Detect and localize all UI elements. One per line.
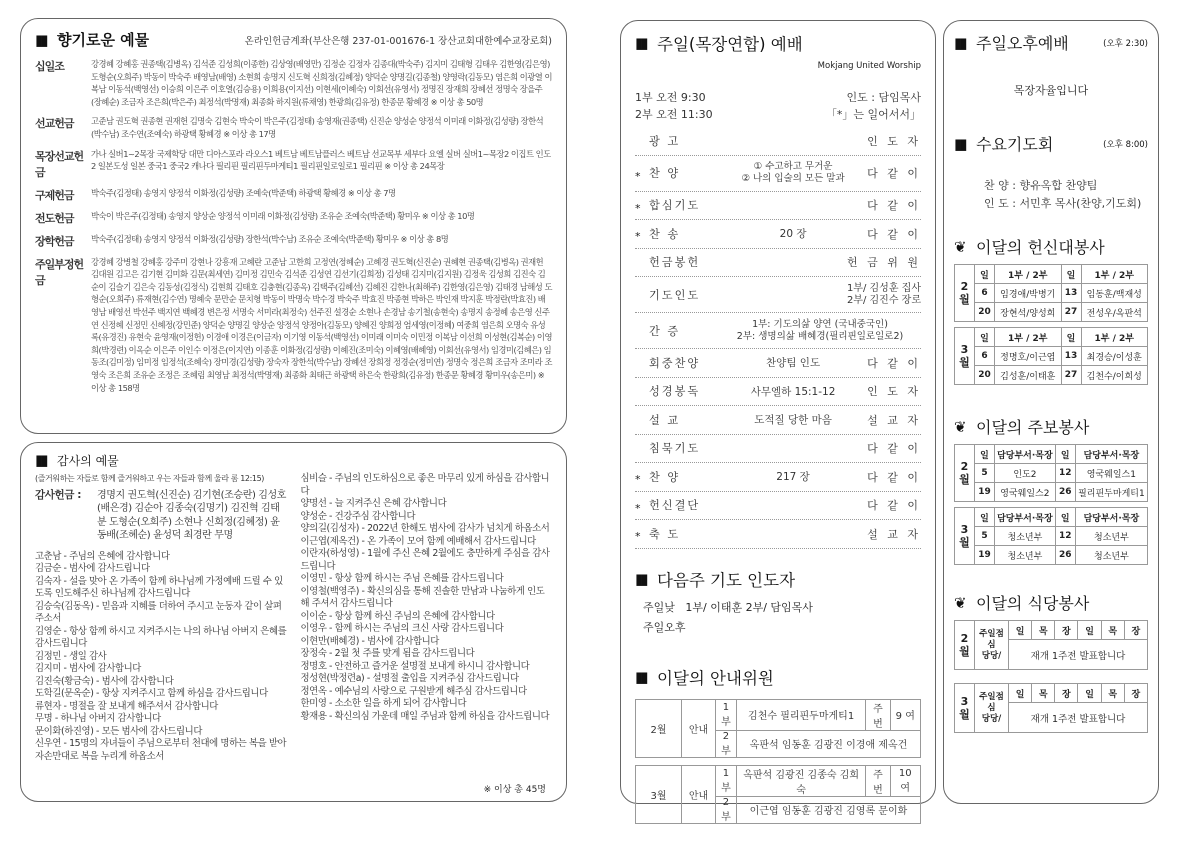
order-star: * (635, 201, 641, 215)
bulletin-heading (954, 415, 1148, 438)
order-star: * (635, 169, 641, 183)
schedule-row (955, 527, 1148, 546)
thanks-item: 김정민 - 생일 감사 (35, 650, 107, 662)
order-row (635, 277, 921, 313)
schedule-header: 1부 / 2부 (995, 328, 1062, 347)
offering-label: 선교헌금 (35, 117, 74, 131)
order-row (635, 520, 921, 549)
order-leader: 헌 금 위 원 (847, 256, 921, 270)
thanks-item: 신우연 - 15명의 자녀들이 주님으로부터 천대에 명하는 복을 받아 자손만대로 복을 누리게 하옵소서 (35, 738, 287, 762)
offering-group (35, 233, 552, 249)
order-name: 설 교 (649, 413, 681, 427)
order-leader: 설 교 자 (867, 413, 921, 427)
schedule-header: 일 (1061, 265, 1081, 284)
order-content: 217 장 (776, 471, 810, 484)
bank-account: 온라인헌금계좌(부산은행 237-01-001676-1 장산교회대한예수교장로회) (244, 35, 552, 47)
guide-week-label: 주번 (866, 699, 890, 730)
thanks-item: 김승숙(김동옥) - 믿음과 지혜를 더하여 주시고 눈동자 같이 살펴주소서 (35, 600, 282, 624)
offering-label: 장학헌금 (35, 234, 74, 248)
schedule-cell: 장현석/양성희 (995, 303, 1062, 322)
schedule-month: 3 월 (955, 508, 975, 565)
guide-part: 2부 (716, 730, 737, 757)
order-row (635, 127, 921, 156)
leaf-icon: ❦ (954, 593, 967, 612)
order-row (635, 192, 921, 221)
offering-group (35, 115, 552, 140)
schedule-cell: 청소년부 (995, 527, 1056, 546)
order-leader: 다 같 이 (867, 442, 921, 456)
offering-names: 강경혜 강병철 강혜홍 강주미 강현나 강흥재 고혜란 고준남 고한희 고정연(정혜순) 고혜경 권도혁(신진순) 권혜현 권종택(김병옥) 권재헌 김대원 김고은 김기현 김미화 김문(최세연) 김미정 김민숙 김석준 김성연 김선기(김희정) 김성태 김지미(김지원) 김정욱 김성희 김진숙 김순이 김슬기 김은숙 김동성(김정식) 김현희 김태호 김충현(김종옥) 김택주(김혜선) 김혜진 김한나(최해주) 김한영(김은영) 김태경 남해성 도형순(오희주) 류재현(김수연) 명혜숙 문만순 문치형 박동이 박명숙 박수경 박숙주 박효진 박종현 박하은 박인재 박지훈 박정란(박효진) 배영남 배영선 박선주 백지연 백혜경 변은정 서명숙 서미라(최정숙) 선주진 설경순 소현나 손경남 송기철(송현숙) 송명지 송정혜 송은영 신주연 신정혜 신정민 신혜정(강민준) 양덕순 양명길 양상순 양정석 양정아(김동모) 양혜진 양희정 엄세영(이정혜) 여중희 염은희 오명숙 유성록(유경진) 유현숙 윤영재(이정헌) 이경애 이경은(이금자) 이기영 이동석(백영선) 이미래 이미숙 이민정 이복남 이선희 이성현(김복순) 이영희(박경련) 이옥순 이은주 이인수 이정은(이지연) 이종훈 이화정(김성량) 이혜진(조미숙) 이혜영(배혜영) 이회선(유영서) 임경미(김혜은) 임동조(김미정) 임미정 임정석(조혜숙) 장미경(김성량) 장숙자 장한석(박수남) 장혜선 장희정 정경순(정미연) 정명숙 정은희 조금자 조미라 조영숙 조은희 조유순 조정은 조혜림 최영남 최정석(박명재) 최종화 최태근 하광택 하은숙 한광희(김유정) 한종문 황혜경 황미우(송은미) ※ 이상 총 158명 (91, 256, 552, 393)
schedule-cell: 6 (975, 284, 995, 303)
thanks-item: 양성순 - 건강주심 감사합니다 (300, 510, 416, 522)
order-name: 회중찬양 (649, 356, 701, 370)
worship-box (620, 20, 936, 823)
order-content: 사무엘하 15:1-12 (750, 385, 836, 398)
right-box (943, 20, 1159, 804)
cafe-month: 3 월 (955, 684, 975, 733)
thanks-title: 감사의 예물 (57, 453, 119, 468)
schedule-cell: 영국웨일스2 (995, 483, 1056, 502)
order-row (635, 463, 921, 492)
leader-line: 인도 : 담임목사 (846, 91, 921, 104)
schedule-header-row (955, 445, 1148, 464)
schedule-header-row (955, 328, 1148, 347)
thanks-verse: (즐거워하는 자들로 함께 즐거워하고 우는 자들과 함께 울라 롬 12:15) (35, 474, 264, 483)
thanks-item: 정명호 - 안전하고 즐거운 설명절 보내게 하시니 감사합니다 (300, 660, 530, 672)
thanks-total: ※ 이상 총 45명 (483, 785, 546, 795)
thanks-item: 이영우 - 함께 하시는 주님의 크신 사랑 감사드립니다 (300, 623, 504, 634)
service-time-2: 2부 오전 11:30 (635, 108, 713, 121)
next-prayer-title: 다음주 기도 인도자 (657, 570, 796, 590)
next-sunday-row (643, 599, 921, 615)
order-star: * (635, 501, 641, 515)
order-content: 찬양팀 인도 (766, 357, 821, 370)
schedule-header: 일 (975, 265, 995, 284)
bars-icon: ▮▮ (954, 134, 965, 153)
schedule-cell: 5 (975, 464, 995, 483)
next-sunday-label: 주일낮 (643, 600, 675, 614)
next-afternoon-label: 주일오후 (643, 620, 686, 634)
schedule-header: 담당부서·목장 (995, 445, 1056, 464)
offering-names: 가나 실버1~2목장 국제학당 대만 디아스포라 라오스1 베트남 베트남플러스 베트남 선교목부 세부다 요엘 실버 실버1~목장2 이집트 인도2 일본도성 일본 중국1 중국2 캐나다 필리핀 필리핀두마게티1 필리핀일로일로1 필리핀 ※ 이상 총 24목장 (91, 148, 551, 172)
schedule-cell: 26 (1055, 546, 1075, 565)
order-leader: 다 같 이 (867, 227, 921, 241)
offering-names: 강경혜 강혜홍 권종택(김병옥) 김석준 김성희(이종한) 김상영(배영만) 김정순 김정자 김종대(박숙주) 김지미 김태형 김태우 김한영(김은영) 도형순(오희주) 박동이 박숙주 배영남(배영) 소현희 송명지 신도혁 신희정(김혜정) 양덕순 양명길(김종철) 양영락(김동모) 염은희 이광열 이복남 이동석(백영선) 이승희 이은주 이호열(김승용) 이희용(이지선) 이현세(이혜숙) 이회선(유영서) 정명진 장재희 장혜선 정명숙 장을주(장혜순) 조금자 조은희(박은주) 최정석(박명재) 최종화 하지원(류채영) 한광희(김유정) 한종문 황혜경 ※ 이상 총 50명 (91, 59, 552, 107)
schedule-row (955, 366, 1148, 385)
schedule-header: 일 (975, 328, 995, 347)
order-leader: 다 같 이 (867, 499, 921, 513)
thanks-item: 한미영 - 소소한 일을 하게 되어 감사합니다 (300, 698, 467, 709)
order-content: 20 장 (779, 228, 807, 241)
schedule-cell: 전성우/옥판석 (1081, 303, 1148, 322)
order-row (635, 406, 921, 435)
offering-group (35, 58, 552, 108)
schedule-cell: 청소년부 (1075, 546, 1147, 565)
cafe-header: 목 (1101, 684, 1124, 703)
cafe-spacer (955, 670, 1148, 684)
thanks-item: 문이화(하진영) - 모든 범사에 감사드립니다 (35, 725, 202, 737)
stand-note: 「*」는 일어서서」 (825, 108, 921, 121)
thanks-item: 양의길(김성자) - 2022년 한해도 범사에 감사가 넘치게 하옵소서 (300, 523, 550, 534)
bars-icon: ▮▮ (635, 34, 646, 52)
guide-row (636, 765, 921, 796)
leaf-icon: ❦ (954, 237, 967, 256)
schedule-cell: 27 (1061, 366, 1081, 385)
thanks-item: 이란자(하성영) - 1월에 주신 은혜 2월에도 충만하게 주심을 감사드립니다 (300, 548, 550, 572)
thanks-heading (35, 451, 552, 469)
cafe-header-row (955, 684, 1148, 703)
schedule-cell: 필리핀두마게티1 (1075, 483, 1147, 502)
order-name: 성경봉독 (649, 385, 701, 399)
schedule-cell: 영국웨일스1 (1075, 464, 1147, 483)
guide-month: 2월 (636, 699, 682, 757)
schedule-row (955, 464, 1148, 483)
thanks-item: 이영철(백영주) - 확신의심을 통해 진솔한 만남과 나눔하게 인도해 주셔서 감사드립니다 (300, 585, 545, 609)
schedule-month: 2 월 (955, 445, 975, 502)
schedule-header: 1부 / 2부 (1081, 328, 1148, 347)
schedule-header: 일 (1055, 445, 1075, 464)
thanks-item: 정연옥 - 예수님의 사랑으로 구원받게 해주심 감사드립니다 (300, 685, 527, 697)
wed-prayer-heading (954, 132, 1148, 155)
schedule-cell: 임동훈/백재성 (1081, 284, 1148, 303)
order-row (635, 313, 921, 349)
order-name: 찬 송 (649, 227, 681, 241)
bars-icon: ▮▮ (954, 33, 965, 52)
guide-names: 이근엽 임동훈 김광진 김영록 문이화 (736, 796, 920, 823)
cafe-label: 주일점심 당당/ (975, 684, 1009, 733)
order-row (635, 249, 921, 278)
offering-groups (35, 58, 552, 394)
offering-names: 박숙주(김정태) 송영지 양정석 이화정(김성량) 장한석(박수남) 조유순 조예숙(박준택) 황미우 ※ 이상 총 8명 (91, 233, 449, 244)
guide-part: 1부 (716, 699, 737, 730)
bars-icon: ▮▮ (35, 451, 46, 469)
wed-praise: 찬 양 : 향유옥합 찬양팀 (984, 179, 1098, 192)
cafe-title: 이달의 식당봉사 (976, 594, 1090, 613)
leaf-icon: ❦ (954, 417, 967, 436)
offering-label: 구제헌금 (35, 188, 74, 202)
schedule-header: 1부 / 2부 (1081, 265, 1148, 284)
schedule-header: 일 (975, 445, 995, 464)
order-row (635, 492, 921, 521)
schedule-header: 일 (975, 508, 995, 527)
thanks-item: 도학길(문옥순) - 항상 지켜주시고 함께 하심을 감사드립니다 (35, 688, 268, 699)
offering-label: 목장선교헌금 (35, 149, 84, 179)
dedicate-table (954, 264, 1148, 385)
thanks-item: 김지미 - 범사에 감사합니다 (35, 663, 141, 674)
guide-part: 1부 (716, 765, 737, 796)
order-leader: 인 도 자 (867, 385, 921, 399)
order-star: * (635, 530, 641, 544)
thanks-item: 이이순 - 항상 함께 하신 주님의 은혜에 감사합니다 (300, 610, 495, 622)
bulletin-table (954, 444, 1148, 565)
cafe-header: 일 (1078, 621, 1101, 640)
order-row (635, 220, 921, 249)
order-star: * (635, 230, 641, 244)
order-name: 합심기도 (649, 199, 701, 213)
wed-prayer-time: (오후 8:00) (1103, 139, 1148, 150)
next-prayer-heading (635, 567, 921, 591)
pm-worship-title: 주일오후예배 (976, 34, 1069, 53)
schedule-row (955, 347, 1148, 366)
offering-group (35, 148, 552, 180)
bars-icon: ▮▮ (35, 30, 46, 49)
order-leader: 다 같 이 (867, 356, 921, 370)
order-leader: 다 같 이 (867, 199, 921, 213)
schedule-cell: 13 (1061, 347, 1081, 366)
order-name: 찬 양 (649, 167, 681, 180)
schedule-header: 일 (1055, 508, 1075, 527)
order-row (635, 378, 921, 407)
cafe-text: 재개 1주전 발표합니다 (1009, 703, 1148, 733)
cafe-header: 일 (1078, 684, 1101, 703)
schedule-month: 3 월 (955, 328, 975, 385)
offering-label: 주일부정헌금 (35, 257, 84, 287)
schedule-header-row (955, 508, 1148, 527)
schedule-cell: 19 (975, 546, 995, 565)
wed-leader: 인 도 : 서민후 목사(찬양,기도회) (984, 197, 1142, 210)
thanks-item: 황재용 - 확신의심 가운데 매일 주님과 함께 하심을 감사드립니다 (300, 710, 550, 722)
cafe-header: 일 (1009, 684, 1032, 703)
offerings-box (20, 18, 567, 434)
schedule-cell: 6 (975, 347, 995, 366)
pm-worship-message: 목장자율입니다 (1013, 84, 1089, 97)
guide-spacer (636, 757, 921, 765)
worship-order (635, 127, 921, 549)
bulletin-title: 이달의 주보봉사 (976, 418, 1090, 437)
schedule-month: 2 월 (955, 265, 975, 322)
thanks-item: 이영민 - 항상 함께 하시는 주님 은혜를 감사드립니다 (300, 573, 504, 584)
schedule-cell: 김천수/이희성 (1081, 366, 1148, 385)
guide-count: 9 여 (890, 699, 920, 730)
schedule-header: 담당부서·목장 (1075, 445, 1147, 464)
thanks-item: 이현만(배혜경) - 범사에 감사합니다 (300, 635, 439, 647)
worship-title: 주일(목장연합) 예배 (657, 35, 803, 54)
schedule-cell: 13 (1061, 284, 1081, 303)
order-leader: 다 같 이 (867, 167, 921, 180)
order-row (635, 156, 921, 192)
order-leader: 1부/ 김성훈 집사 2부/ 김진수 장로 (846, 282, 921, 306)
schedule-cell: 5 (975, 527, 995, 546)
thanks-item: 장정숙 - 2월 첫 주를 맞게 됨을 감사드립니다 (300, 648, 475, 659)
offerings-heading (35, 29, 149, 50)
thanks-item: 김진숙(황금숙) - 범사에 감사합니다 (35, 675, 174, 687)
order-name: 헌금봉헌 (649, 256, 701, 270)
offering-names: 고준남 권도혁 권종현 권재헌 김명숙 김현숙 박숙이 박은주(김정태) 송영재(권종택) 신진순 양성순 양정석 이미래 이화정(김성량) 장한석(박수남) 조수연(조예숙) 하광택 황혜경 ※ 이상 총 17명 (91, 116, 544, 139)
thanks-left-list (35, 551, 287, 764)
schedule-header-row (955, 265, 1148, 284)
offering-group (35, 210, 552, 226)
schedule-header: 담당부서·목장 (1075, 508, 1147, 527)
cafe-month: 2 월 (955, 621, 975, 670)
schedule-cell: 최경승/이성훈 (1081, 347, 1148, 366)
cafe-header-row (955, 621, 1148, 640)
order-name: 침묵기도 (649, 442, 701, 456)
schedule-row (955, 483, 1148, 502)
schedule-cell: 김성훈/이태훈 (995, 366, 1062, 385)
order-content: ① 수고하고 무거운 ② 나의 입술의 모든 말과 (741, 161, 845, 184)
schedule-cell: 26 (1055, 483, 1075, 502)
schedule-header: 1부 / 2부 (995, 265, 1062, 284)
order-row (635, 435, 921, 464)
order-name: 간 증 (649, 324, 681, 338)
guide-heading (635, 665, 921, 689)
schedule-cell: 인도2 (995, 464, 1056, 483)
order-leader: 인 도 자 (867, 134, 921, 148)
thanks-item: 김숙자 - 설을 맞아 온 가족이 함께 하나님께 가정예배 드릴 수 있도록 인도해주신 하나님께 감사드립니다 (35, 575, 283, 599)
offering-names: 박숙이 박은주(김정태) 송영지 양상순 양정석 이미래 이화정(김성량) 조유순 조예숙(박준택) 황미우 ※ 이상 총 10명 (91, 210, 475, 221)
schedule-cell: 청소년부 (1075, 527, 1147, 546)
order-name: 찬 양 (649, 470, 681, 484)
dedicate-heading (954, 235, 1148, 258)
cafe-header: 목 (1032, 684, 1055, 703)
order-leader: 다 같 이 (867, 470, 921, 484)
thanks-right-list (301, 473, 553, 723)
guide-role: 안내 (682, 699, 716, 757)
guide-table (635, 699, 921, 824)
schedule-cell: 청소년부 (995, 546, 1056, 565)
guide-month: 3월 (636, 765, 682, 823)
thanks-lead-label: 감사헌금 : (35, 488, 82, 501)
schedule-cell: 임경애/박병기 (995, 284, 1062, 303)
schedule-row (955, 303, 1148, 322)
guide-names: 옥판석 김광진 김종숙 김희숙 (736, 765, 865, 796)
cafe-header: 일 (1009, 621, 1032, 640)
schedule-cell: 27 (1061, 303, 1081, 322)
next-sunday-text: 1부/ 이태훈 2부/ 담임목사 (685, 600, 813, 614)
cafe-label: 주일점심 당당/ (975, 621, 1009, 670)
thanks-item: 양명선 - 늘 지켜주신 은혜 감사합니다 (300, 498, 447, 509)
cafe-header: 장 (1055, 621, 1078, 640)
bars-icon: ▮▮ (635, 569, 646, 588)
wed-prayer-title: 수요기도회 (976, 135, 1054, 154)
offering-names: 박숙주(김정태) 송영지 양정석 이화정(김성량) 조예숙(박준택) 하광택 황혜경 ※ 이상 총 7명 (91, 187, 396, 198)
thanks-item: 무명 - 하나님 아버지 감사합니다 (35, 713, 161, 724)
guide-count: 10 여 (890, 765, 920, 796)
schedule-cell: 정명호/이근엽 (995, 347, 1062, 366)
cafe-header: 장 (1124, 621, 1147, 640)
guide-names: 김천수 필리핀두마게티1 (736, 699, 865, 730)
guide-row (636, 699, 921, 730)
schedule-cell: 19 (975, 483, 995, 502)
order-content: 도적질 당한 마음 (754, 414, 832, 427)
schedule-cell: 20 (975, 366, 995, 385)
thanks-item: 김영순 - 항상 함께 하시고 지켜주시는 나의 하나님 아버지 은혜를 감사드립니다 (35, 625, 287, 649)
cafe-text: 재개 1주전 발표합니다 (1009, 640, 1148, 670)
thanks-item: 고춘남 - 주님의 은혜에 감사합니다 (35, 550, 170, 562)
offering-group (35, 187, 552, 203)
order-leader: 설 교 자 (867, 527, 921, 541)
thanks-item: 김금순 - 범사에 감사드립니다 (35, 563, 150, 574)
schedule-header: 일 (1061, 328, 1081, 347)
offerings-title: 향기로운 예물 (57, 31, 150, 49)
guide-names: 옥판석 임동훈 김광진 이경애 제옥건 (736, 730, 920, 757)
offering-group (35, 256, 552, 395)
cafe-header: 장 (1055, 684, 1078, 703)
bars-icon: ▮▮ (635, 667, 646, 686)
guide-part: 2부 (716, 796, 737, 823)
order-row (635, 349, 921, 378)
thanks-box (20, 442, 567, 802)
guide-week-label: 주번 (866, 765, 890, 796)
cafe-table (954, 620, 1148, 733)
cafe-header: 목 (1032, 621, 1055, 640)
thanks-item: 류현자 - 명절을 잘 보내게 해주셔서 감사합니다 (35, 700, 218, 712)
guide-role: 안내 (682, 765, 716, 823)
pm-worship-time: (오후 2:30) (1103, 38, 1148, 49)
schedule-cell: 12 (1055, 464, 1075, 483)
offering-label: 십일조 (35, 60, 64, 73)
worship-heading (635, 31, 921, 55)
order-name: 축 도 (649, 527, 681, 541)
thanks-item: 정성현(박정련a) - 설명절 출입을 지켜주심 감사드립니다 (300, 673, 519, 684)
service-time-1: 1부 오전 9:30 (635, 91, 706, 104)
schedule-header: 담당부서·목장 (995, 508, 1056, 527)
schedule-cell: 12 (1055, 527, 1075, 546)
order-name: 기도인도 (649, 288, 701, 302)
thanks-left-column (35, 473, 287, 763)
schedule-cell: 20 (975, 303, 995, 322)
thanks-right-column (301, 473, 553, 763)
cafe-header: 목 (1101, 621, 1124, 640)
cafe-header: 장 (1124, 684, 1147, 703)
cafe-heading (954, 591, 1148, 614)
order-name: 헌신결단 (649, 499, 701, 513)
schedule-row (955, 546, 1148, 565)
offering-label: 전도헌금 (35, 211, 74, 225)
worship-english: Mokjang United Worship (817, 61, 921, 71)
guide-title: 이달의 안내위원 (657, 668, 774, 688)
dedicate-title: 이달의 헌신대봉사 (976, 238, 1105, 257)
order-content: 1부: 기도의삶 양연 (국내중국인) 2부: 생명의삶 배혜경(필리핀일로일로2) (736, 318, 904, 342)
order-star: * (635, 473, 641, 487)
schedule-row (955, 284, 1148, 303)
pm-worship-heading (954, 31, 1148, 54)
thanks-lead-text: 경명지 권도혁(신진순) 김기현(조승란) 김성호(배은경) 김순아 김종숙(김명기) 김진혁 김태분 도형순(오희주) 소현나 신희정(김혜정) 윤동배(조혜순) 윤성덕 최경란 무명 (97, 489, 287, 541)
order-name: 광 고 (649, 134, 681, 148)
thanks-item: 이근엽(제옥건) - 온 가족이 모여 함께 예배해서 감사드립니다 (300, 535, 536, 547)
thanks-item: 심비슬 - 주님의 인도하심으로 좋은 마무리 있게 하심을 감사합니다 (300, 473, 550, 497)
